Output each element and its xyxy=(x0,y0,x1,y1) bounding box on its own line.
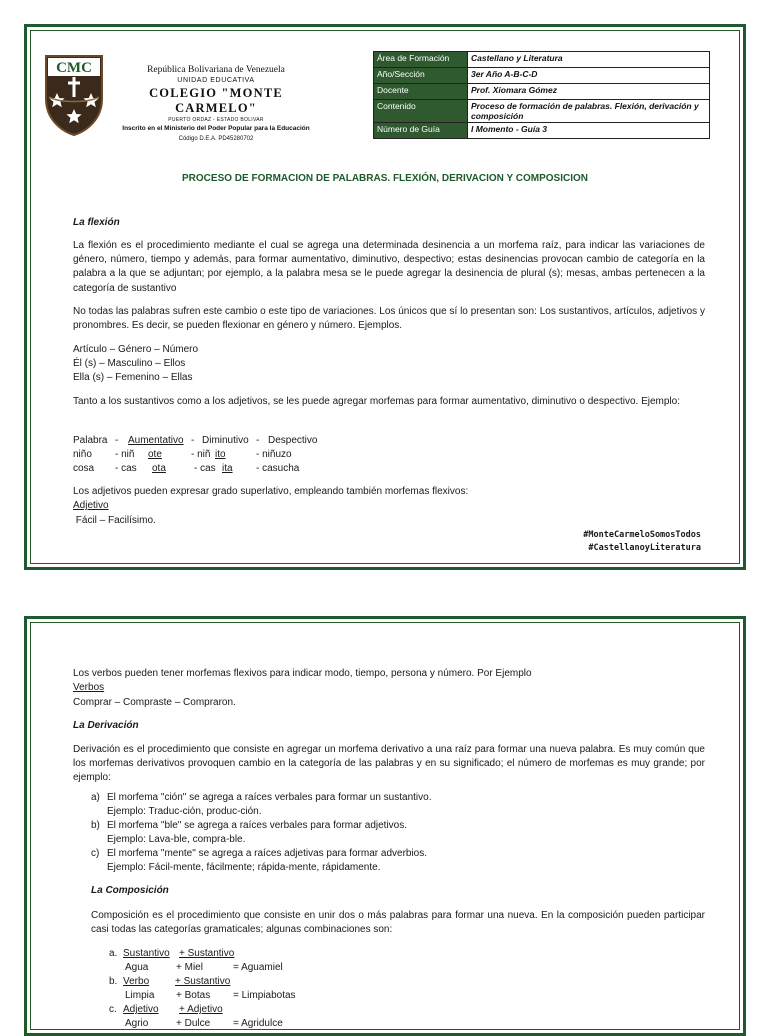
paragraph-superlativo: Los adjetivos pueden expresar grado superlativo, empleando también morfemas flexivos: xyxy=(73,486,469,497)
paragraph-composicion: Composición es el procedimiento que consiste en unir dos o más palabras para formar una nueva. En la composición pueden participar casi todas las categorías gramaticales; algunas combinaciones son: xyxy=(91,910,705,936)
combo-word-2: + Dulce xyxy=(176,1018,211,1029)
info-value: Proceso de formación de palabras. Flexión, derivación y composición xyxy=(468,100,710,123)
word-base: niño xyxy=(73,449,92,460)
list-item: El morfema "ble" se agrega a raíces verbales para formar adjetivos. xyxy=(107,820,408,831)
word-despectivo: - casucha xyxy=(256,463,300,474)
verbos-label: Verbos xyxy=(73,682,105,693)
hashtag: #MonteCarmeloSomosTodos xyxy=(583,530,701,540)
ministry-line: Inscrito en el Ministerio del Poder Popular para la Educación xyxy=(122,125,310,132)
combo-result: = Aguamiel xyxy=(233,962,283,973)
adjetivo-label: Adjetivo xyxy=(73,500,109,511)
combo-word-2: + Miel xyxy=(176,962,203,973)
document-title: PROCESO DE FORMACION DE PALABRAS. FLEXIÓN, DERIVACION Y COMPOSICION xyxy=(182,173,588,184)
combo-word-1: Limpia xyxy=(125,990,155,1001)
combo-result: = Limpiabotas xyxy=(233,990,296,1001)
list-marker: b. xyxy=(109,976,118,987)
heading-flexion: La flexión xyxy=(73,217,120,228)
paragraph-aumentativo: Tanto a los sustantivos como a los adjetivos, se les puede agregar morfemas para formar aumentativo, diminutivo o despectivo. Ejemplo: xyxy=(73,396,680,407)
document-page-2 xyxy=(24,616,746,1036)
document-page-1 xyxy=(24,24,746,570)
combo-head-a: Adjetivo xyxy=(123,1004,159,1015)
separator: - xyxy=(256,435,260,446)
hashtag: #CastellanoyLiteratura xyxy=(588,543,701,553)
info-label: Docente xyxy=(374,84,468,100)
info-value: 3er Año A-B-C-D xyxy=(468,68,710,84)
combo-head-b: + Sustantivo xyxy=(179,948,235,959)
word-diminutivo-suffix: ito xyxy=(215,449,226,460)
example-line: Artículo – Género – Número xyxy=(73,344,199,355)
hashtags-block xyxy=(583,529,701,555)
word-aumentativo-root: - niñ xyxy=(115,449,135,460)
list-item-example: Ejemplo: Traduc-ción, produc-ción. xyxy=(107,806,262,817)
crest-logo-text: CMC xyxy=(56,60,92,76)
word-forms-table xyxy=(73,434,373,479)
list-marker: c. xyxy=(109,1004,117,1015)
combo-word-2: + Botas xyxy=(176,990,211,1001)
paragraph-variations: No todas las palabras sufren este cambio o este tipo de variaciones. Los únicos que sí lo presentan son: Los sustantivos, artículos, adjetivos y pronombres. Es decir, se pueden flexionar en género y número. Ejemplos. xyxy=(73,306,705,332)
info-value: I Momento - Guía 3 xyxy=(468,123,710,139)
location-line: PUERTO ORDAZ - ESTADO BOLIVAR xyxy=(168,117,264,123)
republic-line: República Bolivariana de Venezuela xyxy=(147,65,285,75)
combo-head-a: Verbo xyxy=(123,976,150,987)
heading-composicion: La Composición xyxy=(91,885,169,896)
example-line: Ella (s) – Femenino – Ellas xyxy=(73,372,193,384)
info-row xyxy=(374,68,710,84)
info-row xyxy=(374,52,710,68)
col-header-palabra: Palabra xyxy=(73,435,108,446)
combo-head-b: + Adjetivo xyxy=(179,1004,223,1015)
combo-result: = Agridulce xyxy=(233,1018,283,1029)
word-diminutivo-suffix: ita xyxy=(222,463,233,474)
info-row xyxy=(374,123,710,139)
info-value: Castellano y Literatura xyxy=(468,52,710,68)
page-inner-border xyxy=(30,30,740,564)
list-item: El morfema "mente" se agrega a raíces adjetivas para formar adverbios. xyxy=(107,848,428,859)
combo-word-1: Agrio xyxy=(125,1018,149,1029)
list-marker: b) xyxy=(91,820,100,831)
course-info-table xyxy=(373,51,710,139)
composition-list xyxy=(109,947,409,1031)
info-row xyxy=(374,100,710,123)
word-diminutivo-root: - niñ xyxy=(191,449,211,460)
paragraph-derivacion: Derivación es el procedimiento que consiste en agregar un morfema derivativo a una raíz para formar una nueva palabra. Es muy común que los morfemas derivativos provoquen cambio en la categoría de las palabras y en su significado; el número de morfemas es muy grande; por ejemplo: xyxy=(73,744,705,784)
separator: - xyxy=(115,435,119,446)
separator: - xyxy=(191,435,195,446)
adjetivo-example: Fácil – Facilísimo. xyxy=(73,515,156,526)
list-marker: a) xyxy=(91,792,100,803)
word-base: cosa xyxy=(73,463,95,474)
paragraph-flexion: La flexión es el procedimiento mediante el cual se agrega una determinada desinencia a un morfema raíz, para indicar las variaciones de género, número, tiempo y además, para formar aumentativo, diminutivo, despectivo; estas desinencias provocan cambio de categoría en la palabra a la que se adjuntan; por ejemplo, a la palabra mesa se le puede agregar la desinencia de plural (s); mesas, ambas pertenecen a la categoría de sustantivo xyxy=(73,240,705,294)
page-inner-border xyxy=(30,622,740,1030)
school-name: COLEGIO "MONTE CARMELO" xyxy=(149,86,283,115)
combo-head-b: + Sustantivo xyxy=(175,976,231,987)
info-row xyxy=(374,84,710,100)
list-item-example: Ejemplo: Lava-ble, compra-ble. xyxy=(107,834,246,845)
heading-derivacion: La Derivación xyxy=(73,720,139,731)
col-header-aumentativo: Aumentativo xyxy=(128,435,184,446)
info-value: Prof. Xiomara Gómez xyxy=(468,84,710,100)
school-name-block xyxy=(111,64,321,144)
info-label: Año/Sección xyxy=(374,68,468,84)
examples-block xyxy=(73,343,473,386)
paragraph-verbos: Los verbos pueden tener morfemas flexivos para indicar modo, tiempo, persona y número. Por Ejemplo xyxy=(73,668,532,679)
col-header-diminutivo: Diminutivo xyxy=(202,435,249,446)
dea-code: Código D.E.A. PD45280702 xyxy=(178,136,254,142)
info-label: Contenido xyxy=(374,100,468,123)
list-item-example: Ejemplo: Fácil-mente, fácilmente; rápida-mente, rápidamente. xyxy=(107,862,381,873)
word-aumentativo-root: - cas xyxy=(115,463,137,474)
col-header-despectivo: Despectivo xyxy=(268,435,318,446)
combo-word-1: Agua xyxy=(125,962,149,973)
list-marker: a. xyxy=(109,948,118,959)
unit-line: UNIDAD EDUCATIVA xyxy=(177,77,255,84)
word-aumentativo-suffix: ote xyxy=(148,449,162,460)
word-diminutivo-root: - cas xyxy=(194,463,216,474)
info-label: Área de Formación xyxy=(374,52,468,68)
info-label: Número de Guía xyxy=(374,123,468,139)
list-marker: c) xyxy=(91,848,100,859)
combo-head-a: Sustantivo xyxy=(123,948,170,959)
word-aumentativo-suffix: ota xyxy=(152,463,166,474)
example-line: Él (s) – Masculino – Ellos xyxy=(73,358,186,370)
list-item: El morfema "ción" se agrega a raíces verbales para formar un sustantivo. xyxy=(107,792,432,803)
school-crest-icon xyxy=(43,53,105,137)
word-despectivo: - niñuzo xyxy=(256,449,292,460)
verbos-example: Comprar – Compraste – Compraron. xyxy=(73,697,236,708)
